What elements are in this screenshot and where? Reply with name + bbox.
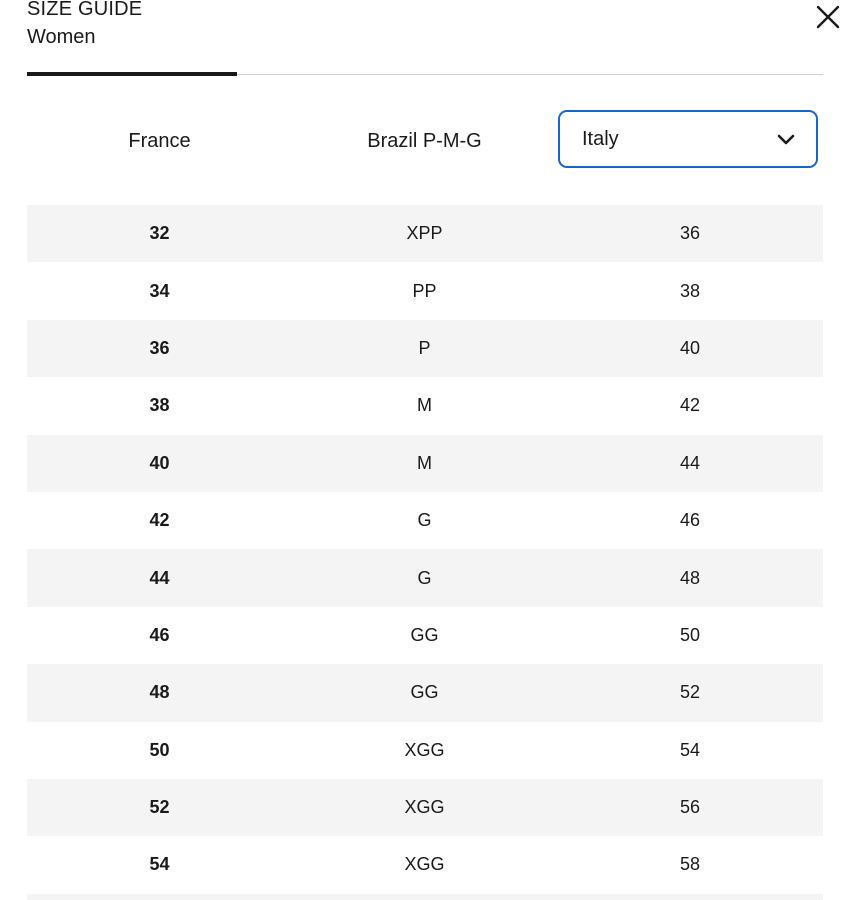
country-select-value: Italy (582, 127, 619, 150)
cell-italy: 50 (679, 624, 701, 645)
gender-tab-label[interactable]: Women (27, 26, 96, 48)
cell-france: 48 (149, 682, 170, 703)
cell-italy: 56 (679, 797, 701, 818)
table-row (27, 664, 823, 721)
table-row (27, 492, 823, 549)
cell-brazil: M (417, 395, 432, 416)
cell-brazil: GG (410, 624, 439, 645)
cell-brazil: XGG (404, 797, 445, 818)
table-row (27, 836, 823, 893)
cell-france: 46 (149, 624, 170, 645)
country-select[interactable] (558, 110, 818, 168)
chevron-down-icon (776, 130, 796, 150)
close-button[interactable] (813, 2, 843, 32)
table-row (27, 435, 823, 492)
cell-france: 42 (149, 510, 170, 531)
cell-brazil: P (418, 337, 431, 358)
cell-brazil: M (417, 452, 432, 473)
column-header-brazil: Brazil P-M-G (367, 129, 482, 152)
table-row (27, 377, 823, 434)
cell-france: 50 (149, 739, 170, 760)
cell-italy: 58 (679, 854, 701, 875)
size-table (27, 205, 823, 900)
table-row (27, 262, 823, 319)
table-row (27, 549, 823, 606)
close-icon (813, 2, 843, 32)
table-row (27, 205, 823, 262)
page-title: SIZE GUIDE (27, 0, 143, 20)
table-row (27, 779, 823, 836)
cell-italy: 38 (679, 280, 701, 301)
cell-italy: 44 (679, 452, 701, 473)
cell-france: 32 (149, 223, 170, 244)
cell-brazil: GG (410, 682, 439, 703)
cell-brazil: XGG (404, 854, 445, 875)
cell-italy: 40 (679, 337, 701, 358)
table-row (27, 894, 823, 900)
cell-italy: 54 (679, 739, 701, 760)
table-row (27, 607, 823, 664)
cell-brazil: G (417, 567, 432, 588)
cell-brazil: G (417, 510, 432, 531)
cell-france: 38 (149, 395, 170, 416)
cell-italy: 48 (679, 567, 701, 588)
cell-brazil: XPP (406, 223, 443, 244)
table-row (27, 722, 823, 779)
tab-women-indicator[interactable] (27, 72, 237, 76)
cell-brazil: PP (412, 280, 437, 301)
table-row (27, 320, 823, 377)
cell-italy: 36 (679, 223, 701, 244)
cell-italy: 46 (679, 510, 701, 531)
cell-france: 36 (149, 337, 170, 358)
cell-france: 34 (149, 280, 170, 301)
cell-italy: 52 (679, 682, 701, 703)
cell-france: 44 (149, 567, 170, 588)
cell-france: 54 (149, 854, 170, 875)
cell-italy: 42 (679, 395, 701, 416)
cell-brazil: XGG (404, 739, 445, 760)
cell-france: 40 (149, 452, 170, 473)
cell-france: 52 (149, 797, 170, 818)
column-header-france: France (128, 129, 191, 152)
